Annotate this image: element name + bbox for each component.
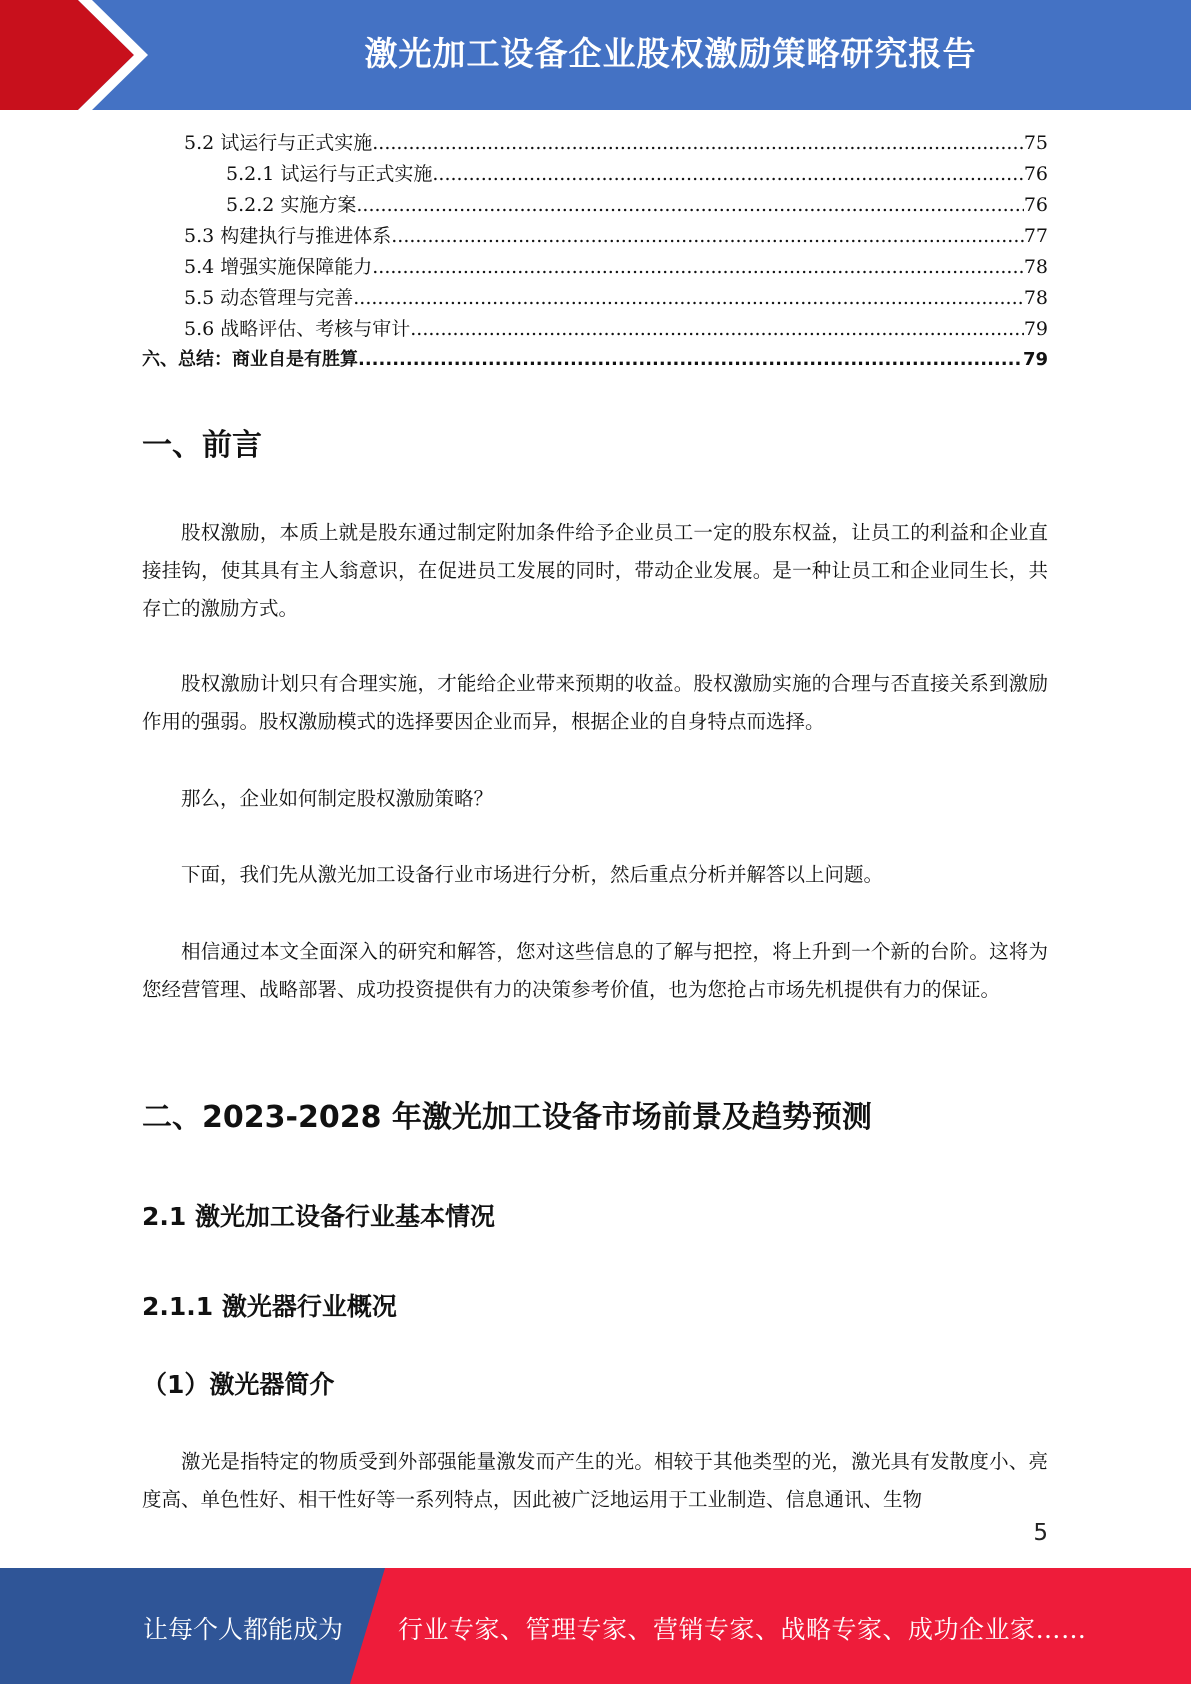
toc-entry-page: 77	[1023, 225, 1048, 247]
toc-leader-dots	[432, 163, 1023, 185]
toc-leader-dots	[372, 132, 1024, 154]
footer-slogan-right: 行业专家、管理专家、营销专家、战略专家、成功企业家……	[398, 1615, 1087, 1644]
toc-entry-label: 5.4 增强实施保障能力	[184, 256, 373, 278]
toc-entry-page: 75	[1023, 132, 1048, 154]
paragraph: 那么，企业如何制定股权激励策略？	[181, 787, 494, 810]
page-footer	[0, 1568, 1191, 1684]
toc-leader-dots	[372, 256, 1024, 278]
toc-entry[interactable]	[142, 345, 1048, 376]
table-of-contents	[142, 128, 1048, 376]
toc-entry-label: 5.2.2 实施方案	[226, 194, 357, 216]
toc-entry-page: 78	[1023, 256, 1048, 278]
toc-entry-label: 5.6 战略评估、考核与审计	[184, 318, 411, 340]
toc-entry-page: 79	[1023, 318, 1048, 340]
toc-entry[interactable]	[142, 252, 1048, 283]
page-number: 5	[1033, 1520, 1048, 1546]
section-heading-market: 二、2023-2028 年激光加工设备市场前景及趋势预测	[142, 1100, 872, 1135]
subsection-heading: （1）激光器简介	[142, 1370, 335, 1399]
toc-entry-page: 76	[1023, 163, 1048, 185]
toc-entry[interactable]	[142, 159, 1048, 190]
toc-entry[interactable]	[142, 283, 1048, 314]
toc-leader-dots	[391, 225, 1024, 247]
toc-entry-label: 5.5 动态管理与完善	[184, 287, 354, 309]
paragraph: 股权激励计划只有合理实施，才能给企业带来预期的收益。股权激励实施的合理与否直接关系到激励作用的强弱。股权激励模式的选择要因企业而异，根据企业的自身特点而选择。	[142, 672, 1048, 733]
section-heading-preface: 一、前言	[142, 428, 262, 463]
paragraph: 相信通过本文全面深入的研究和解答，您对这些信息的了解与把控，将上升到一个新的台阶。这将为您经营管理、战略部署、成功投资提供有力的决策参考价值，也为您抢占市场先机提供有力的保证。	[142, 940, 1048, 1001]
header-arrow-decoration	[0, 0, 150, 110]
paragraph: 下面，我们先从激光加工设备行业市场进行分析，然后重点分析并解答以上问题。	[181, 863, 884, 886]
toc-entry-page: 79	[1022, 349, 1048, 370]
subsection-heading: 2.1.1 激光器行业概况	[142, 1292, 397, 1321]
toc-entry[interactable]	[142, 221, 1048, 252]
toc-entry-label: 六、总结：商业自是有胜算	[142, 349, 358, 370]
toc-entry-label: 5.2.1 试运行与正式实施	[226, 163, 433, 185]
footer-slogan-left: 让每个人都能成为	[143, 1615, 344, 1644]
toc-entry[interactable]	[142, 128, 1048, 159]
toc-entry[interactable]	[142, 314, 1048, 345]
toc-leader-dots	[410, 318, 1024, 340]
subsection-heading: 2.1 激光加工设备行业基本情况	[142, 1202, 495, 1231]
toc-leader-dots	[353, 287, 1024, 309]
toc-entry-label: 5.2 试运行与正式实施	[184, 132, 373, 154]
paragraph: 股权激励，本质上就是股东通过制定附加条件给予企业员工一定的股东权益，让员工的利益和企业直接挂钩，使其具有主人翁意识，在促进员工发展的同时，带动企业发展。是一种让员工和企业同生长，共存亡的激励方式。	[142, 521, 1048, 620]
toc-entry-label: 5.3 构建执行与推进体系	[184, 225, 392, 247]
toc-leader-dots	[356, 194, 1023, 216]
toc-entry-page: 78	[1023, 287, 1048, 309]
report-title: 激光加工设备企业股权激励策略研究报告	[364, 34, 977, 73]
page-header	[0, 0, 1191, 110]
toc-entry-page: 76	[1023, 194, 1048, 216]
toc-leader-dots	[358, 349, 1023, 370]
toc-entry[interactable]	[142, 190, 1048, 221]
paragraph: 激光是指特定的物质受到外部强能量激发而产生的光。相较于其他类型的光，激光具有发散度小、亮度高、单色性好、相干性好等一系列特点，因此被广泛地运用于工业制造、信息通讯、生物	[142, 1450, 1048, 1511]
